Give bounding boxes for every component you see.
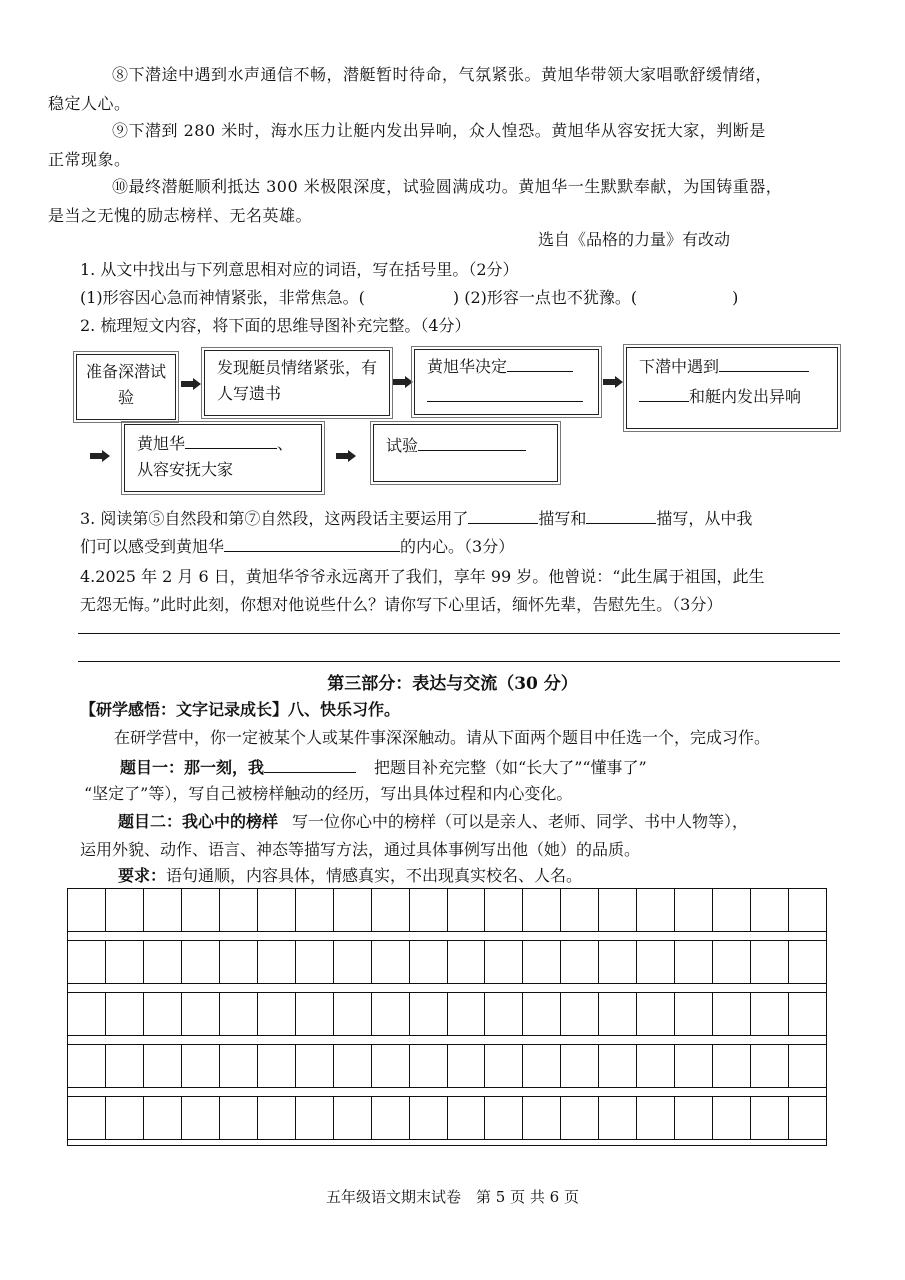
answer-blank[interactable] bbox=[185, 431, 277, 449]
paragraph-8-line2: 稳定人心。 bbox=[48, 94, 131, 113]
answer-blank[interactable] bbox=[586, 506, 656, 524]
question-3-text-d: 们可以感受到黄旭华 bbox=[80, 537, 225, 556]
grid-cell[interactable] bbox=[334, 993, 372, 1035]
paragraph-9 bbox=[48, 116, 840, 174]
grid-cell[interactable] bbox=[751, 1045, 789, 1087]
requirements-text: 语句通顺，内容具体，情感真实，不出现真实校名、人名。 bbox=[166, 866, 583, 885]
arrow-right-icon bbox=[90, 450, 110, 462]
grid-cell[interactable] bbox=[561, 1097, 599, 1139]
paragraph-8-line1: ⑧下潜途中遇到水声通信不畅，潜艇暂时待命，气氛紧张。黄旭华带领大家唱歌舒缓情绪， bbox=[112, 65, 773, 84]
mindmap-box-1-text: 准备深潜试验 bbox=[85, 362, 166, 407]
grid-cell[interactable] bbox=[485, 889, 523, 931]
grid-cell[interactable] bbox=[258, 1097, 296, 1139]
grid-cell[interactable] bbox=[713, 889, 751, 931]
grid-cell[interactable] bbox=[448, 941, 486, 983]
answer-blank[interactable] bbox=[418, 433, 526, 451]
grid-cell[interactable] bbox=[448, 1097, 486, 1139]
question-4-line1: 4.2025 年 2 月 6 日，黄旭华爷爷永远离开了我们，享年 99 岁。他曾说：“此生属于祖国，此生 bbox=[80, 567, 765, 586]
mindmap-box-2 bbox=[204, 350, 390, 416]
grid-cell[interactable] bbox=[68, 1097, 106, 1139]
topic-1-line2: “坚定了”等），写自己被榜样触动的经历，写出具体过程和内心变化。 bbox=[84, 784, 573, 803]
grid-cell[interactable] bbox=[675, 889, 713, 931]
grid-cell[interactable] bbox=[296, 993, 334, 1035]
question-3-line1 bbox=[80, 506, 752, 531]
grid-cell[interactable] bbox=[410, 1045, 448, 1087]
topic-1-text: 把题目补充完整（如“长大了”“懂事了” bbox=[374, 758, 647, 777]
topic-2-line2: 运用外貌、动作、语言、神态等描写方法，通过具体事例写出他（她）的品质。 bbox=[80, 840, 641, 859]
paragraph-10 bbox=[48, 172, 840, 230]
grid-cell[interactable] bbox=[372, 1045, 410, 1087]
grid-cell[interactable] bbox=[68, 941, 106, 983]
grid-cell[interactable] bbox=[220, 941, 258, 983]
grid-cell[interactable] bbox=[675, 1097, 713, 1139]
grid-cell[interactable] bbox=[713, 993, 751, 1035]
grid-cell[interactable] bbox=[258, 993, 296, 1035]
grid-cell[interactable] bbox=[485, 941, 523, 983]
grid-cell[interactable] bbox=[296, 1097, 334, 1139]
grid-cell[interactable] bbox=[334, 1097, 372, 1139]
grid-row bbox=[67, 888, 827, 932]
grid-cell[interactable] bbox=[675, 1045, 713, 1087]
grid-cell[interactable] bbox=[182, 941, 220, 983]
grid-cell[interactable] bbox=[106, 889, 144, 931]
grid-cell[interactable] bbox=[182, 1045, 220, 1087]
question-1-title: 1. 从文中找出与下列意思相对应的词语，写在括号里。（2分） bbox=[80, 260, 519, 279]
mindmap-box-3-text: 黄旭华决定 bbox=[427, 357, 508, 376]
grid-cell[interactable] bbox=[334, 941, 372, 983]
paragraph-9-line1: ⑨下潜到 280 米时，海水压力让艇内发出异响，众人惶恐。黄旭华从容安抚大家，判断是 bbox=[112, 121, 766, 140]
arrow-right-icon bbox=[393, 376, 413, 388]
grid-cell[interactable] bbox=[751, 889, 789, 931]
answer-blank[interactable] bbox=[468, 506, 538, 524]
grid-cell[interactable] bbox=[523, 941, 561, 983]
grid-cell[interactable] bbox=[372, 1097, 410, 1139]
grid-cell[interactable] bbox=[258, 941, 296, 983]
grid-cell[interactable] bbox=[144, 889, 182, 931]
page-footer: 五年级语文期末试卷 第 5 页 共 6 页 bbox=[326, 1188, 579, 1206]
paragraph-10-line2: 是当之无愧的励志榜样、无名英雄。 bbox=[48, 206, 313, 225]
answer-blank[interactable] bbox=[224, 534, 400, 552]
grid-cell[interactable] bbox=[599, 993, 637, 1035]
grid-cell[interactable] bbox=[106, 1045, 144, 1087]
grid-cell[interactable] bbox=[523, 993, 561, 1035]
question-1-item-2: ) (2)形容一点也不犹豫。( bbox=[452, 288, 638, 307]
question-1-item-1: (1)形容因心急而神情紧张，非常焦急。( bbox=[80, 288, 365, 307]
grid-cell[interactable] bbox=[523, 889, 561, 931]
topic-2-text: 写一位你心中的榜样（可以是亲人、老师、同学、书中人物等）， bbox=[292, 812, 749, 831]
paragraph-8 bbox=[48, 60, 840, 118]
grid-cell[interactable] bbox=[296, 1045, 334, 1087]
answer-blank[interactable] bbox=[507, 354, 573, 372]
grid-cell[interactable] bbox=[372, 993, 410, 1035]
grid-cell[interactable] bbox=[561, 993, 599, 1035]
grid-cell[interactable] bbox=[68, 889, 106, 931]
mindmap-box-4 bbox=[626, 347, 838, 429]
grid-cell[interactable] bbox=[637, 889, 675, 931]
grid-cell[interactable] bbox=[106, 941, 144, 983]
question-1-items bbox=[80, 288, 738, 308]
grid-cell[interactable] bbox=[182, 889, 220, 931]
question-3-line2 bbox=[80, 534, 514, 559]
mindmap-box-6-text: 试验 bbox=[386, 436, 419, 455]
grid-cell[interactable] bbox=[713, 1097, 751, 1139]
arrow-right-icon bbox=[336, 450, 356, 462]
grid-cell[interactable] bbox=[220, 1045, 258, 1087]
grid-cell[interactable] bbox=[220, 889, 258, 931]
question-3-text-c: 描写，从中我 bbox=[656, 509, 753, 528]
question-4-line2: 无怨无悔。”此时此刻，你想对他说些什么？请你写下心里话，缅怀先辈，告慰先生。（3分） bbox=[80, 595, 723, 614]
grid-cell[interactable] bbox=[182, 993, 220, 1035]
grid-cell[interactable] bbox=[599, 889, 637, 931]
grid-cell[interactable] bbox=[106, 993, 144, 1035]
mindmap-box-5 bbox=[124, 424, 322, 492]
arrow-right-icon bbox=[181, 378, 201, 390]
grid-cell[interactable] bbox=[485, 993, 523, 1035]
grid-cell[interactable] bbox=[713, 1045, 751, 1087]
grid-cell[interactable] bbox=[448, 993, 486, 1035]
grid-cell[interactable] bbox=[599, 941, 637, 983]
grid-cell[interactable] bbox=[68, 993, 106, 1035]
requirements bbox=[118, 865, 582, 887]
grid-cell[interactable] bbox=[789, 941, 826, 983]
grid-cell[interactable] bbox=[144, 993, 182, 1035]
grid-cell[interactable] bbox=[485, 1097, 523, 1139]
grid-cell[interactable] bbox=[144, 941, 182, 983]
grid-cell[interactable] bbox=[637, 941, 675, 983]
mindmap-box-5-text-2: 从容安抚大家 bbox=[137, 460, 234, 479]
grid-spacer bbox=[67, 1088, 827, 1096]
grid-cell[interactable] bbox=[334, 1045, 372, 1087]
paragraph-10-line1: ⑩最终潜艇顺利抵达 300 米极限深度，试验圆满成功。黄旭华一生默默奉献，为国铸重器， bbox=[112, 177, 783, 196]
writing-grid bbox=[67, 888, 827, 1150]
grid-cell[interactable] bbox=[523, 1045, 561, 1087]
grid-cell[interactable] bbox=[372, 889, 410, 931]
topic-1 bbox=[120, 755, 647, 779]
grid-cell[interactable] bbox=[68, 1045, 106, 1087]
grid-cell[interactable] bbox=[334, 889, 372, 931]
grid-cell[interactable] bbox=[751, 993, 789, 1035]
grid-cell[interactable] bbox=[561, 889, 599, 931]
grid-cell[interactable] bbox=[523, 1097, 561, 1139]
answer-line[interactable] bbox=[78, 633, 840, 634]
answer-blank[interactable] bbox=[264, 755, 356, 773]
grid-spacer bbox=[67, 984, 827, 992]
part-3-heading: 第三部分：表达与交流（30 分） bbox=[327, 674, 578, 694]
answer-line[interactable] bbox=[78, 661, 840, 662]
grid-cell[interactable] bbox=[296, 941, 334, 983]
grid-cell[interactable] bbox=[599, 1097, 637, 1139]
grid-cell[interactable] bbox=[789, 889, 826, 931]
grid-cell[interactable] bbox=[410, 941, 448, 983]
arrow-right-icon bbox=[603, 376, 623, 388]
topic-2-label: 题目二：我心中的榜样 bbox=[118, 812, 279, 831]
mindmap-box-5-comma: 、 bbox=[277, 434, 294, 453]
grid-cell[interactable] bbox=[448, 1045, 486, 1087]
grid-cell[interactable] bbox=[789, 1097, 826, 1139]
mindmap-box-4-text-2: 和艇内发出异响 bbox=[689, 387, 802, 406]
question-2-title: 2. 梳理短文内容，将下面的思维导图补充完整。（4分） bbox=[80, 316, 471, 335]
grid-spacer bbox=[67, 1140, 827, 1146]
grid-cell[interactable] bbox=[637, 1045, 675, 1087]
grid-cell[interactable] bbox=[637, 1097, 675, 1139]
grid-cell[interactable] bbox=[751, 1097, 789, 1139]
requirements-label: 要求： bbox=[118, 866, 167, 885]
answer-blank[interactable] bbox=[639, 384, 689, 402]
question-3-text-b: 描写和 bbox=[538, 509, 587, 528]
mindmap-box-1 bbox=[76, 354, 176, 420]
grid-cell[interactable] bbox=[675, 993, 713, 1035]
grid-cell[interactable] bbox=[751, 941, 789, 983]
grid-cell[interactable] bbox=[448, 889, 486, 931]
mindmap-box-3 bbox=[414, 349, 599, 415]
grid-cell[interactable] bbox=[144, 1097, 182, 1139]
grid-cell[interactable] bbox=[637, 993, 675, 1035]
grid-row bbox=[67, 1096, 827, 1140]
grid-cell[interactable] bbox=[182, 1097, 220, 1139]
source-note: 选自《品格的力量》有改动 bbox=[538, 230, 731, 249]
grid-cell[interactable] bbox=[713, 941, 751, 983]
grid-cell[interactable] bbox=[675, 941, 713, 983]
grid-cell[interactable] bbox=[144, 1045, 182, 1087]
grid-cell[interactable] bbox=[220, 1097, 258, 1139]
grid-spacer bbox=[67, 932, 827, 940]
answer-blank[interactable] bbox=[427, 384, 583, 402]
grid-spacer bbox=[67, 1036, 827, 1044]
mindmap-box-5-text: 黄旭华 bbox=[137, 434, 186, 453]
grid-cell[interactable] bbox=[258, 889, 296, 931]
mindmap-box-6 bbox=[373, 424, 558, 482]
grid-cell[interactable] bbox=[599, 1045, 637, 1087]
grid-row bbox=[67, 1044, 827, 1088]
grid-cell[interactable] bbox=[410, 1097, 448, 1139]
close-paren: ) bbox=[732, 288, 739, 307]
grid-cell[interactable] bbox=[789, 1045, 826, 1087]
section-heading: 【研学感悟：文字记录成长】八、快乐习作。 bbox=[80, 700, 401, 719]
writing-intro: 在研学营中，你一定被某个人或某件事深深触动。请从下面两个题目中任选一个，完成习作。 bbox=[114, 728, 771, 747]
grid-cell[interactable] bbox=[106, 1097, 144, 1139]
grid-cell[interactable] bbox=[789, 993, 826, 1035]
grid-cell[interactable] bbox=[296, 889, 334, 931]
grid-row bbox=[67, 940, 827, 984]
question-3-text-a: 3. 阅读第⑤自然段和第⑦自然段，这两段话主要运用了 bbox=[80, 509, 469, 528]
grid-row bbox=[67, 992, 827, 1036]
grid-cell[interactable] bbox=[485, 1045, 523, 1087]
paragraph-9-line2: 正常现象。 bbox=[48, 150, 131, 169]
grid-cell[interactable] bbox=[372, 941, 410, 983]
answer-blank[interactable] bbox=[719, 354, 809, 372]
grid-cell[interactable] bbox=[410, 889, 448, 931]
grid-cell[interactable] bbox=[258, 1045, 296, 1087]
topic-1-label: 题目一：那一刻，我 bbox=[120, 758, 265, 777]
grid-cell[interactable] bbox=[561, 941, 599, 983]
topic-2 bbox=[118, 811, 748, 833]
mindmap-box-4-text: 下潜中遇到 bbox=[639, 357, 720, 376]
grid-cell[interactable] bbox=[561, 1045, 599, 1087]
grid-cell[interactable] bbox=[410, 993, 448, 1035]
grid-cell[interactable] bbox=[220, 993, 258, 1035]
question-3-text-e: 的内心。（3分） bbox=[400, 537, 515, 556]
mindmap-box-2-text: 发现艇员情绪紧张，有人写遗书 bbox=[217, 358, 378, 403]
